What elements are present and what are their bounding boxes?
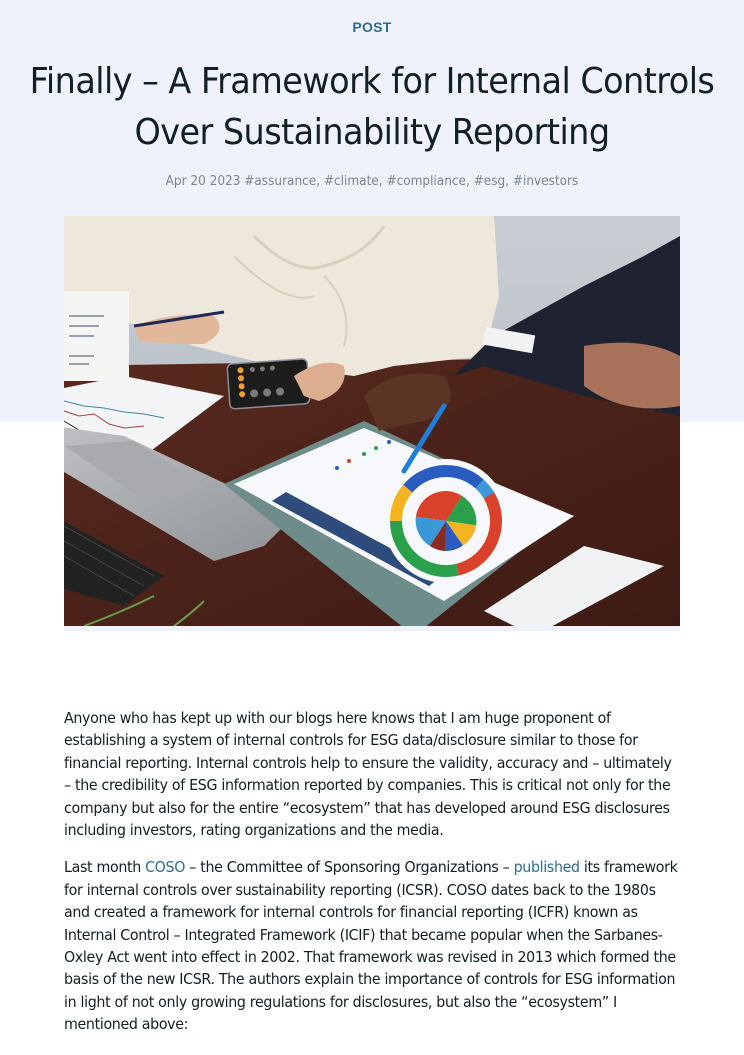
tag-link-esg[interactable]: #esg <box>473 174 506 189</box>
post-meta: Apr 20 2023 #assurance, #climate, #compliance, #esg, #investors <box>165 174 579 189</box>
article-paragraph-1: Anyone who has kept up with our blogs here knows that I am huge proponent of establishing a system of internal controls for ESG data/disclosure similar to those for financial reporting. Internal controls help to ensure the validity, accuracy and – ultimately – the credibility of ESG information reported by companies. This is critical not only for the company but also for the entire “ecosystem” that has developed around ESG disclosures including investors, rating organizations and the media. <box>64 709 672 840</box>
article-paragraph-2 <box>64 856 681 1035</box>
image-bottom-strip <box>64 626 680 631</box>
paragraph-text: its framework for internal controls over sustainability reporting (ICSR). COSO dates back to the 1980s and created a framework for internal controls for financial reporting (ICFR) known as Internal Control – Integrated Framework (ICIF) that became popular when the Sarbanes-Oxley Act went into effect in 2002. That framework was revised in 2013 which formed the basis of the new ICSR. The authors explain the importance of controls for ESG information in light of not only growing regulations for disclosures, but also the “ecosystem” I mentioned above: <box>64 858 678 1034</box>
paragraph-text: Last month <box>64 858 146 877</box>
tag-link-climate[interactable]: #climate <box>323 174 379 189</box>
tag-link-investors[interactable]: #investors <box>512 174 579 189</box>
hero-image <box>64 216 680 626</box>
coso-link[interactable]: COSO <box>145 858 186 877</box>
page-title <box>26 56 718 158</box>
post-date: Apr 20 2023 <box>165 174 241 189</box>
tag-link-assurance[interactable]: #assurance <box>244 174 317 189</box>
post-type-label: POST <box>352 19 392 35</box>
article-body <box>64 707 680 1051</box>
title-line-1: Finally – A Framework for Internal Controls <box>29 61 715 102</box>
title-line-2: Over Sustainability Reporting <box>134 112 610 153</box>
paragraph-text: – the Committee of Sponsoring Organizations – <box>185 858 514 877</box>
published-link[interactable]: published <box>513 858 580 877</box>
tag-link-compliance[interactable]: #compliance <box>386 174 466 189</box>
